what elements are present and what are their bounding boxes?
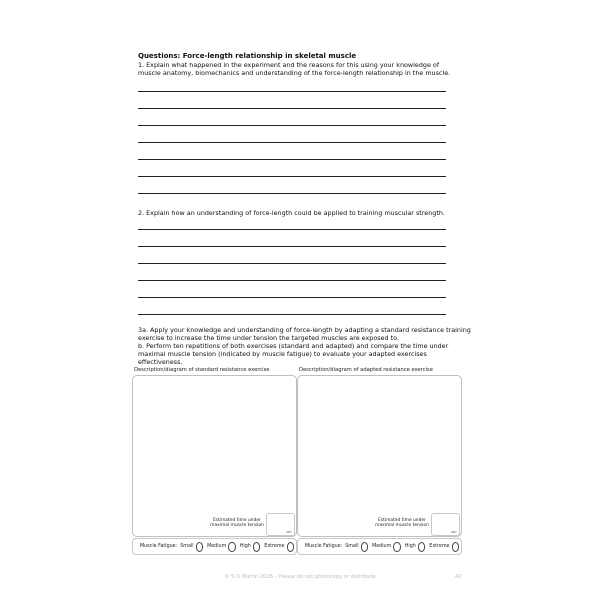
answer-line[interactable]: [138, 193, 446, 194]
fatigue-extreme-radio[interactable]: [452, 542, 460, 552]
question-3a: 3a. Apply your knowledge and understanding of force-length by adapting a standard resistance training exercise to increase the time under tension the targeted muscles are exposed to.: [138, 326, 471, 342]
fatigue-high-radio[interactable]: [418, 542, 426, 552]
seconds-unit: sec: [285, 530, 292, 534]
fatigue-high-radio[interactable]: [253, 542, 261, 552]
question-2: 2. Explain how an understanding of force-length could be applied to training muscular strength.: [138, 209, 445, 217]
fatigue-extreme-label: Extreme: [429, 544, 450, 549]
fatigue-high-label: High: [404, 544, 416, 549]
answer-line[interactable]: [138, 314, 446, 315]
estimated-time-label: Estimated time under maximal muscle tension: [375, 518, 429, 529]
answer-line[interactable]: [138, 297, 446, 298]
answer-line[interactable]: [138, 142, 446, 143]
estimated-time-label: Estimated time under maximal muscle tension: [210, 518, 264, 529]
seconds-unit: sec: [450, 530, 457, 534]
answer-line[interactable]: [138, 246, 446, 247]
fatigue-medium-label: Medium: [207, 544, 227, 549]
question-1: 1. Explain what happened in the experiment and the reasons for this using your knowledge of muscle anatomy, biomechanics and understanding of the force-length relationship in the muscle.: [138, 61, 451, 77]
copyright-footer: © S D Martin 2026 - Please do not photocopy or distribute: [224, 574, 376, 580]
answer-line[interactable]: [138, 263, 446, 264]
page-number: 42: [455, 574, 462, 580]
muscle-fatigue-rating: [297, 538, 462, 555]
answer-line[interactable]: [138, 229, 446, 230]
standard-exercise-box[interactable]: [132, 375, 297, 537]
fatigue-medium-label: Medium: [372, 544, 392, 549]
answer-line[interactable]: [138, 108, 446, 109]
muscle-fatigue-label: Muscle Fatigue:: [305, 544, 343, 549]
fatigue-medium-radio[interactable]: [393, 542, 401, 552]
muscle-fatigue-rating: [132, 538, 297, 555]
question-3b: b. Perform ten repetitions of both exercises (standard and adapted) and compare the time under maximal muscle tension (indicated by muscle fatigue) to evaluate your adapted exercises effectiveness.: [138, 342, 449, 366]
fatigue-medium-radio[interactable]: [228, 542, 236, 552]
muscle-fatigue-label: Muscle Fatigue:: [140, 544, 178, 549]
adapted-exercise-box[interactable]: [297, 375, 462, 537]
estimated-time-field[interactable]: [431, 513, 460, 536]
answer-line[interactable]: [138, 280, 446, 281]
standard-exercise-label: Description/diagram of standard resistance exercise: [134, 367, 270, 373]
fatigue-small-label: Small: [180, 544, 194, 549]
fatigue-small-label: Small: [345, 544, 359, 549]
answer-line[interactable]: [138, 91, 446, 92]
adapted-exercise-label: Description/diagram of adapted resistance exercise: [299, 367, 433, 373]
fatigue-high-label: High: [239, 544, 251, 549]
answer-line[interactable]: [138, 125, 446, 126]
question-3: [138, 326, 473, 366]
answer-line[interactable]: [138, 159, 446, 160]
section-heading: Questions: Force-length relationship in skeletal muscle: [138, 52, 357, 60]
fatigue-extreme-label: Extreme: [264, 544, 285, 549]
fatigue-small-radio[interactable]: [361, 542, 369, 552]
fatigue-extreme-radio[interactable]: [287, 542, 295, 552]
estimated-time-field[interactable]: [266, 513, 295, 536]
fatigue-small-radio[interactable]: [196, 542, 204, 552]
answer-line[interactable]: [138, 176, 446, 177]
